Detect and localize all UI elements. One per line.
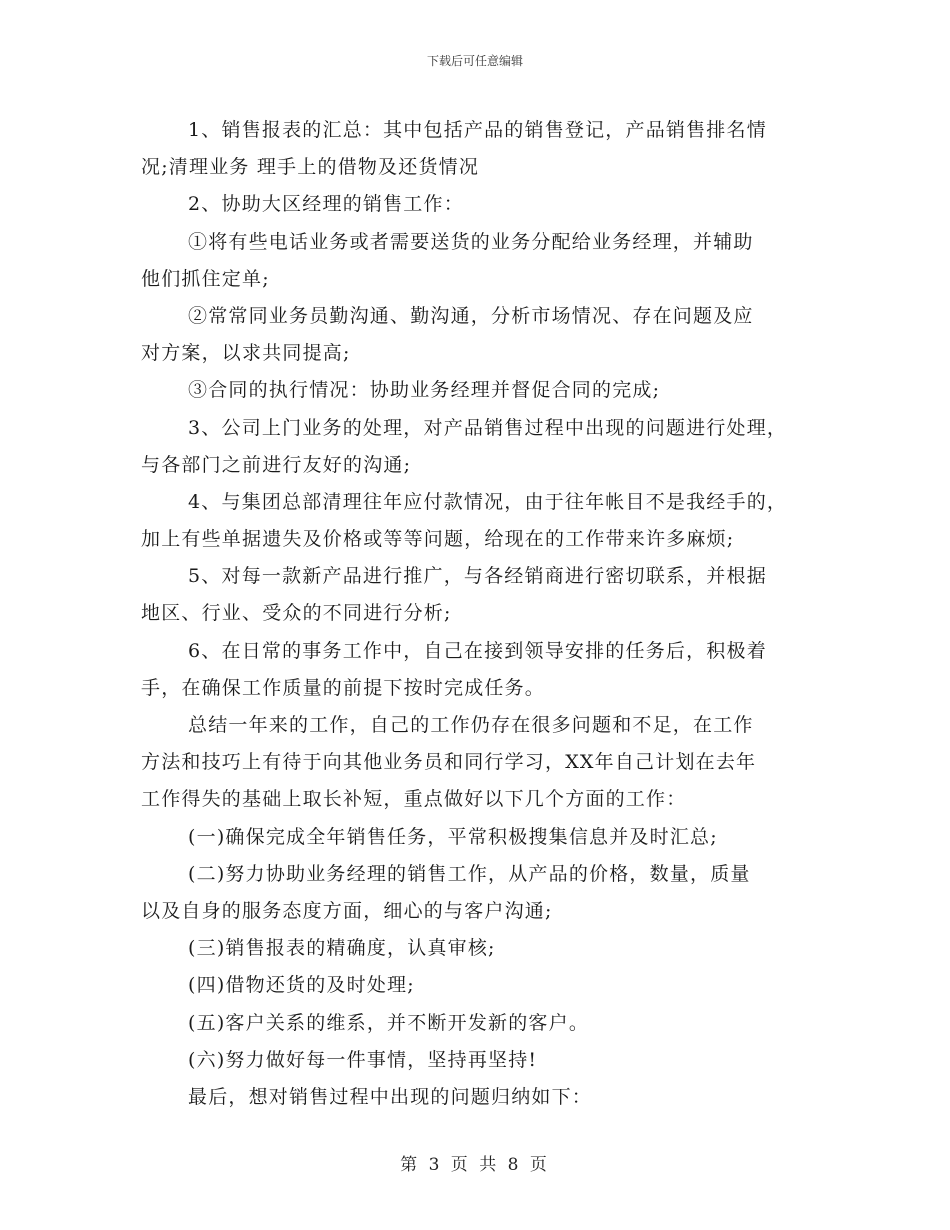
document-body <box>141 112 831 1116</box>
body-line: 对方案，以求共同提高; <box>141 342 351 365</box>
body-line: 与各部门之前进行友好的沟通; <box>141 453 412 476</box>
body-line: 6、在日常的事务工作中，自己在接到领导安排的任务后，积极着 <box>188 639 767 662</box>
body-line: 2、协助大区经理的销售工作： <box>188 193 464 216</box>
body-line: ③合同的执行情况：协助业务经理并督促合同的完成; <box>188 379 661 402</box>
body-line: (三)销售报表的精确度，认真审核; <box>188 937 496 960</box>
body-line: (二)努力协助业务经理的销售工作，从产品的价格，数量，质量 <box>188 862 751 885</box>
body-line: (五)客户关系的维系，并不断开发新的客户。 <box>188 1011 590 1034</box>
body-line: 5、对每一款新产品进行推广，与各经销商进行密切联系，并根据 <box>188 565 767 588</box>
body-line: 4、与集团总部清理往年应付款情况，由于往年帐目不是我经手的， <box>188 490 788 513</box>
page-footer: 第 3 页 共 8 页 <box>400 1155 550 1175</box>
body-line: ②常常同业务员勤沟通、勤沟通，分析市场情况、存在问题及应 <box>188 304 754 327</box>
body-line: (一)确保完成全年销售任务，平常积极搜集信息并及时汇总; <box>188 825 718 848</box>
body-line: 手，在确保工作质量的前提下按时完成任务。 <box>141 676 546 699</box>
body-line: 3、公司上门业务的处理，对产品销售过程中出现的问题进行处理， <box>188 416 788 439</box>
body-line: 1、销售报表的汇总：其中包括产品的销售登记，产品销售排名情 <box>188 119 767 141</box>
body-line: ①将有些电话业务或者需要送货的业务分配给业务经理，并辅助 <box>188 230 754 253</box>
body-line: 总结一年来的工作，自己的工作仍存在很多问题和不足，在工作 <box>188 714 754 736</box>
body-line: 地区、行业、受众的不同进行分析; <box>141 602 452 625</box>
body-line: 加上有些单据遗失及价格或等等问题，给现在的工作带来许多麻烦; <box>141 528 735 551</box>
body-line: (四)借物还货的及时处理; <box>188 974 415 997</box>
body-line: 他们抓住定单; <box>141 267 270 290</box>
body-line: 方法和技巧上有待于向其他业务员和同行学习，XX年自己计划在去年 <box>141 751 757 774</box>
body-line: 工作得失的基础上取长补短，重点做好以下几个方面的工作： <box>141 788 687 811</box>
body-line: 最后，想对销售过程中出现的问题归纳如下： <box>188 1085 593 1108</box>
body-line: 况;清理业务 理手上的借物及还货情况 <box>141 156 480 179</box>
body-line: 以及自身的服务态度方面，细心的与客户沟通; <box>141 899 553 922</box>
body-line: (六)努力做好每一件事情，坚持再坚持! <box>188 1048 538 1071</box>
page-header: 下载后可任意编辑 <box>426 54 523 68</box>
